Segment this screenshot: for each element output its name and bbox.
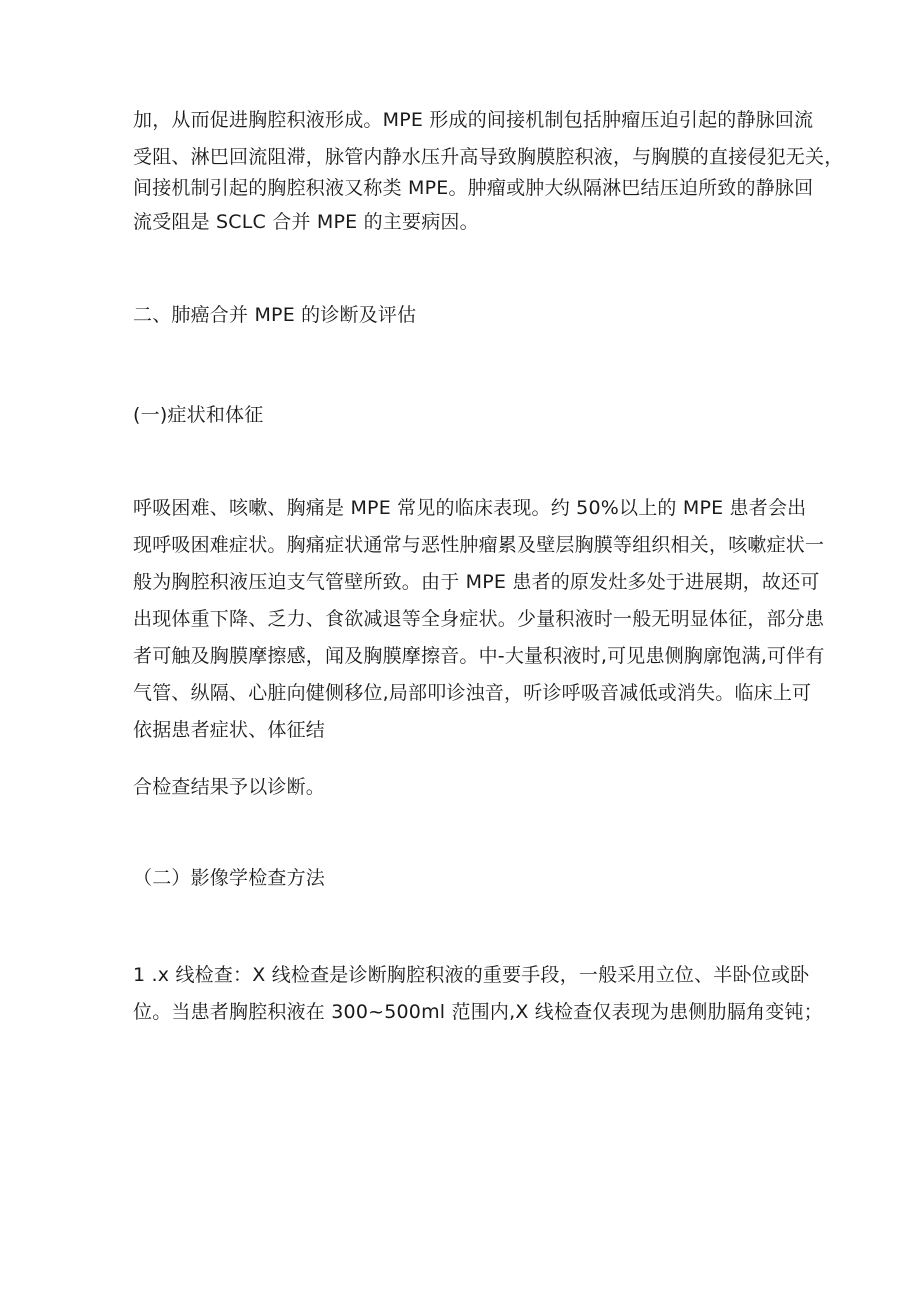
paragraph-2-line-4: 出现体重下降、乏力、食欲减退等全身症状。少量积液时一般无明显体征，部分患 — [133, 608, 825, 630]
section-heading: 二、肺癌合并 MPE 的诊断及评估 — [133, 304, 417, 326]
paragraph-2-line-5: 者可触及胸膜摩擦感，闻及胸膜摩擦音。中-大量积液时,可见患侧胸廓饱满,可伴有 — [133, 645, 825, 667]
paragraph-2-line-3: 般为胸腔积液压迫支气管壁所致。由于 MPE 患者的原发灶多处于进展期，故还可 — [133, 571, 820, 593]
paragraph-1-line-3: 间接机制引起的胸腔积液又称类 MPE。肿瘤或肿大纵隔淋巴结压迫所致的静脉回 — [133, 177, 814, 199]
paragraph-2-line-7: 依据患者症状、体征结 — [133, 719, 326, 741]
paragraph-2-line-2: 现呼吸困难症状。胸痛症状通常与恶性肿瘤累及壁层胸膜等组织相关，咳嗽症状一 — [133, 534, 825, 556]
paragraph-1-line-4: 流受阻是 SCLC 合并 MPE 的主要病因。 — [133, 211, 479, 233]
subsection-heading-imaging: （二）影像学检查方法 — [133, 867, 326, 889]
paragraph-2-line-6: 气管、纵隔、心脏向健侧移位,局部叩诊浊音，听诊呼吸音减低或消失。临床上可 — [133, 682, 812, 704]
paragraph-3: 合检查结果予以诊断。 — [133, 776, 326, 798]
paragraph-4-line-1: 1 .x 线检查：X 线检查是诊断胸腔积液的重要手段，一般采用立位、半卧位或卧 — [133, 964, 810, 986]
paragraph-1-line-1: 加，从而促进胸腔积液形成。MPE 形成的间接机制包括肿瘤压迫引起的静脉回流 — [133, 109, 814, 131]
subsection-heading-symptoms: (一)症状和体征 — [133, 404, 264, 426]
paragraph-1-line-2: 受阻、淋巴回流阻滞，脉管内静水压升高导致胸膜腔积液，与胸膜的直接侵犯无关， — [133, 146, 844, 168]
paragraph-4-line-2: 位。当患者胸腔积液在 300~500ml 范围内,X 线检查仅表现为患侧肋膈角变钝； — [133, 1001, 823, 1023]
paragraph-2-line-1: 呼吸困难、咳嗽、胸痛是 MPE 常见的临床表现。约 50%以上的 MPE 患者会出 — [133, 497, 807, 519]
